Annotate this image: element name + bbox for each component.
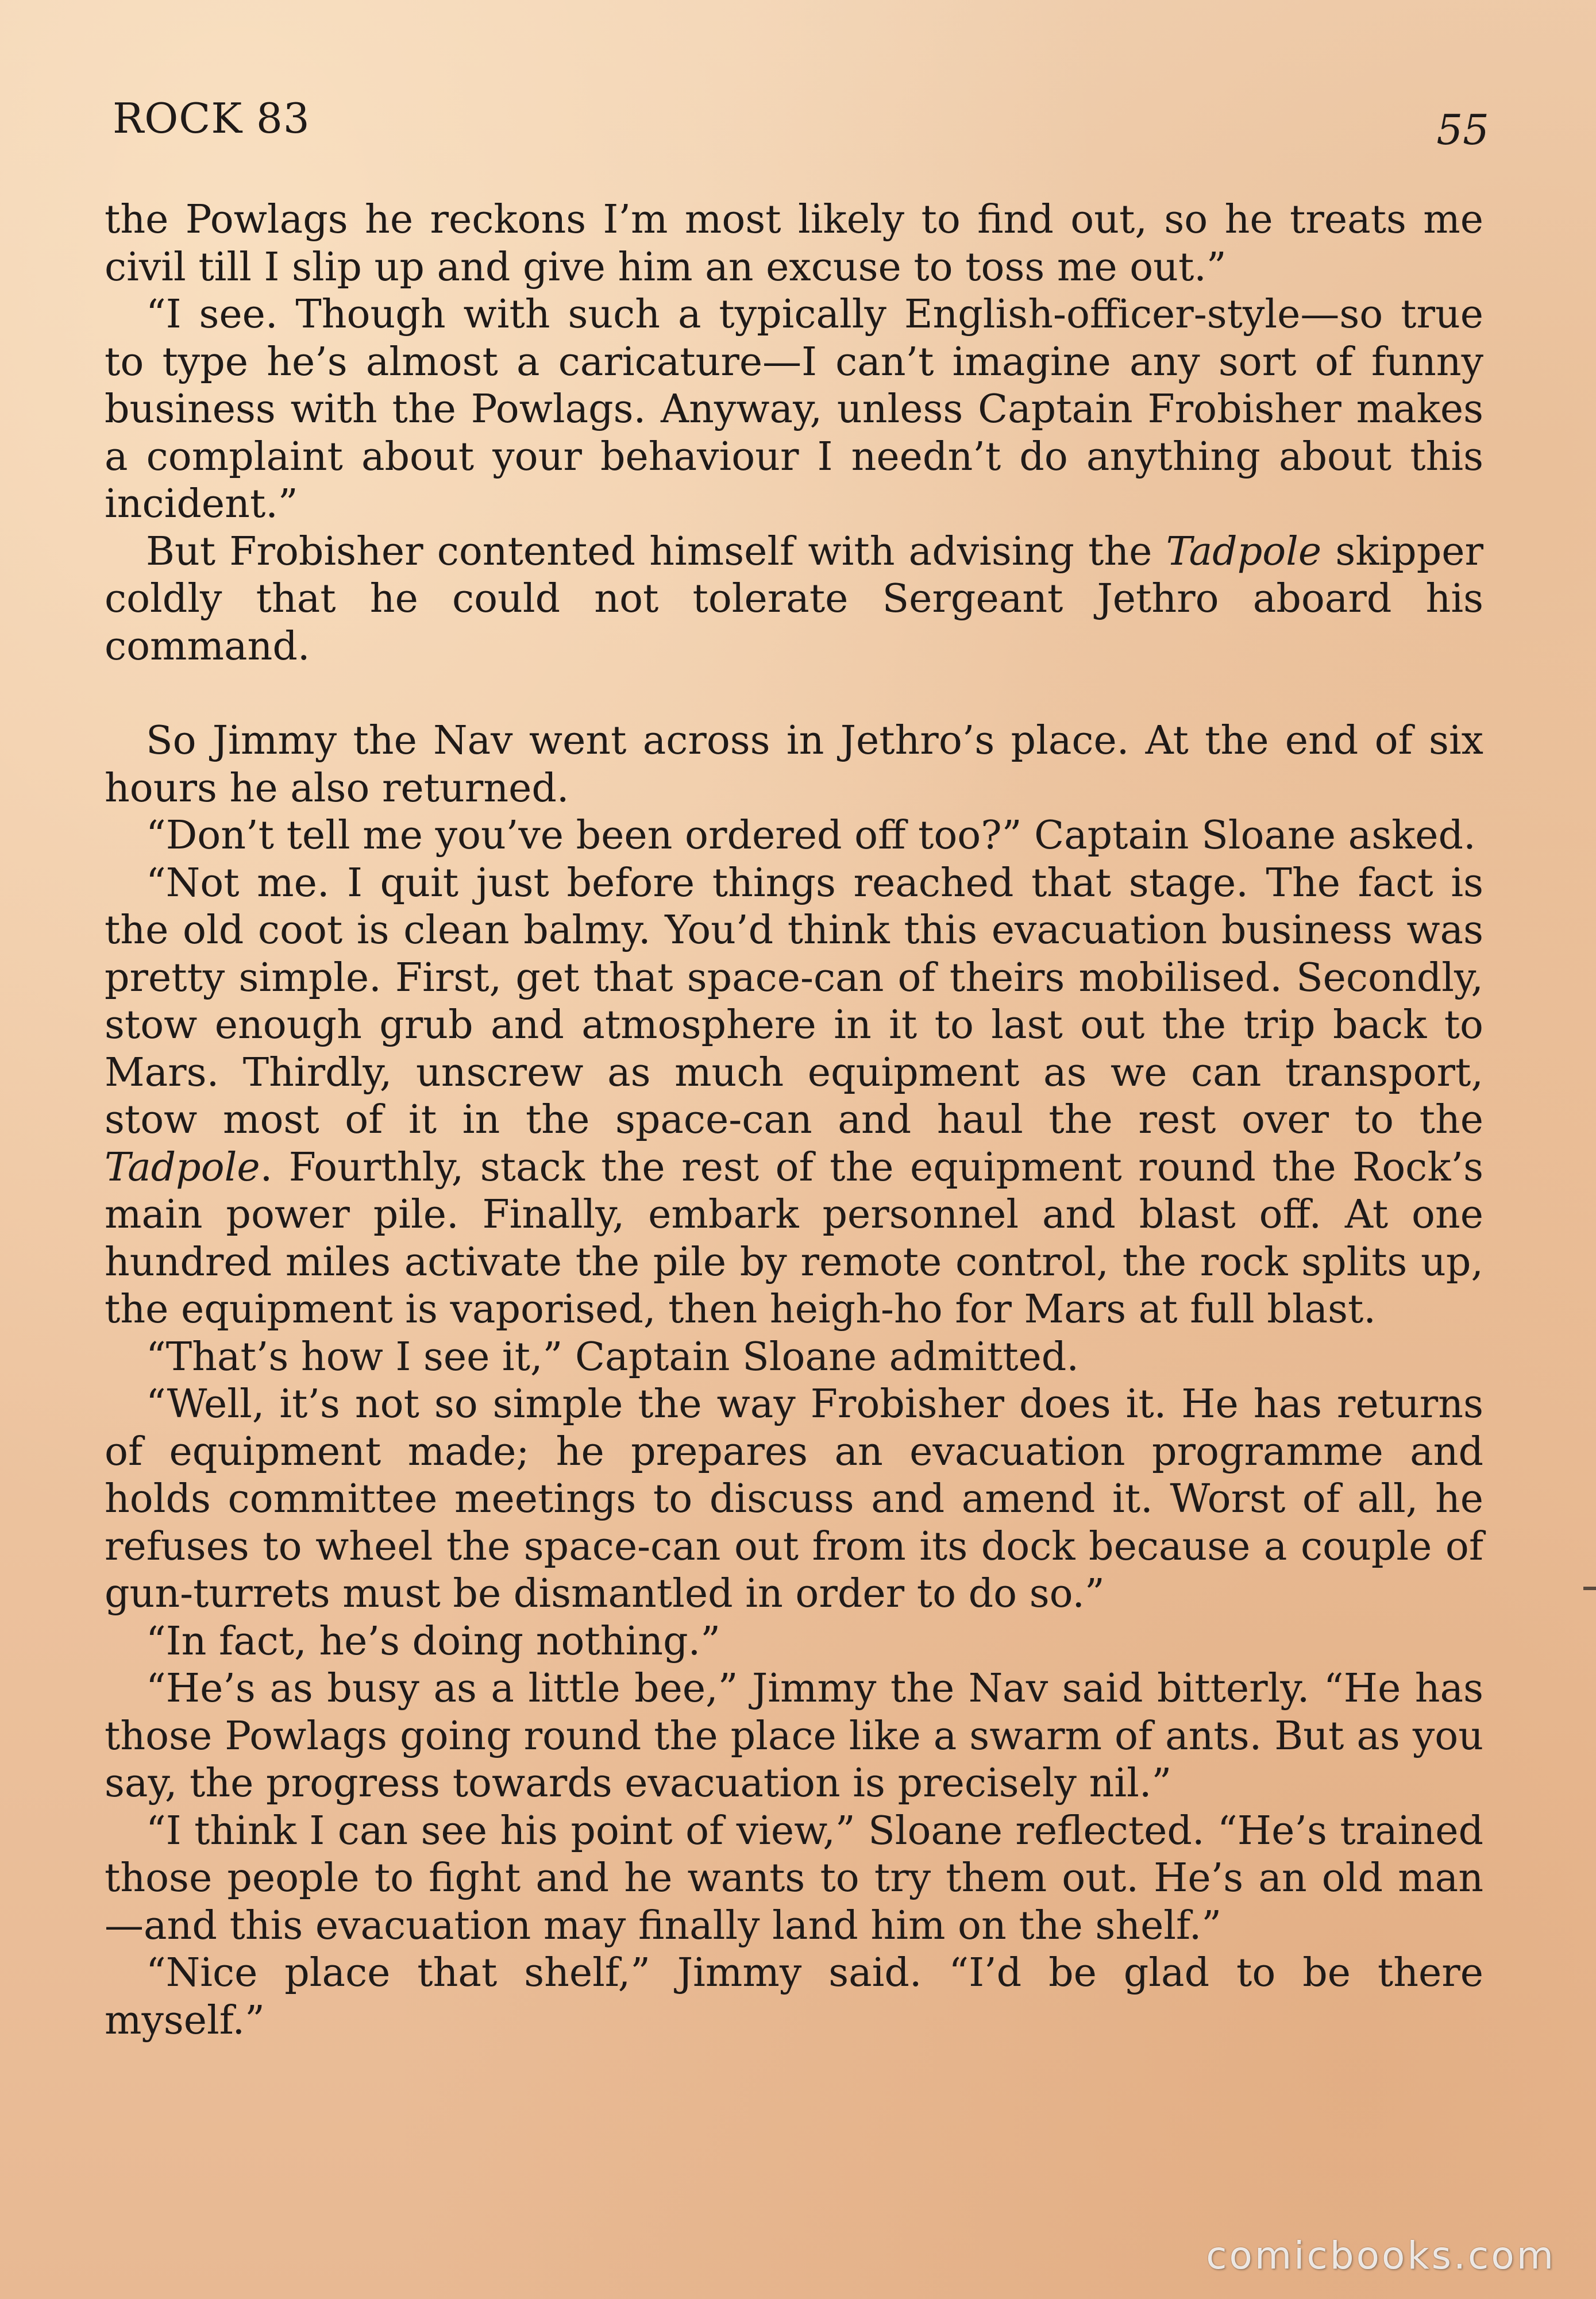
- paragraph-3-end: skipper coldly that he could not tolerate Sergeant Jethro aboard his command.: [105, 529, 1483, 669]
- paragraph-3-start: But Frobisher contented himself with advising the: [146, 529, 1166, 574]
- body-text: [105, 196, 1483, 2045]
- paragraph-1: the Powlags he reckons I’m most likely to find out, so he treats me civil till I slip up and give him an excuse to toss me out.”: [105, 197, 1483, 290]
- paragraph-2: “I see. Though with such a typically English-officer-style—so true to type he’s almost a caricature—I can’t imagine any sort of funny business with the Powlags. Anyway, unless Captain Frobisher makes a complaint about your behaviour I needn’t do anything about this incident.”: [105, 292, 1483, 527]
- ship-name-tadpole: Tadpole: [1166, 529, 1322, 574]
- paragraph-8: “Well, it’s not so simple the way Frobisher does it. He has returns of equipment made; he prepares an evacuation programme and holds committee meetings to discuss and amend it. Worst of all, he refuses to wheel the space-can out from its dock because a couple of gun-turrets must be dismantled in order to do so.”: [105, 1382, 1483, 1617]
- paragraph-6: [105, 860, 1483, 1334]
- paragraph-11: “I think I can see his point of view,” Sloane reflected. “He’s trained those people to fight and he wants to try them out. He’s an old man—and this evacuation may finally land him on the shelf.”: [105, 1808, 1483, 1949]
- margin-mark: [1583, 1587, 1596, 1590]
- paragraph-3: [105, 529, 1483, 671]
- paragraph-6-end: . Fourthly, stack the rest of the equipment round the Rock’s main power pile. Finally, embark personnel and blast off. At one hundred miles activate the pile by remote control, the rock splits up, the equipment is vaporised, then heigh-ho for Mars at full blast.: [105, 1144, 1483, 1332]
- paragraph-4: So Jimmy the Nav went across in Jethro’s place. At the end of six hours he also returned.: [105, 718, 1483, 811]
- ship-name-tadpole: Tadpole: [105, 1144, 260, 1190]
- paragraph-5: “Don’t tell me you’ve been ordered off too?” Captain Sloane asked.: [146, 813, 1476, 858]
- paragraph-10: “He’s as busy as a little bee,” Jimmy the Nav said bitterly. “He has those Powlags going round the place like a swarm of ants. But as you say, the progress towards evacuation is precisely nil.”: [105, 1666, 1483, 1806]
- paragraph-7: “That’s how I see it,” Captain Sloane admitted.: [146, 1334, 1079, 1380]
- running-head: ROCK 83: [113, 94, 310, 142]
- paragraph-9: “In fact, he’s doing nothing.”: [146, 1618, 721, 1664]
- site-watermark: comicbooks.com: [1206, 2234, 1556, 2278]
- page-number: 55: [1436, 106, 1489, 154]
- paragraph-12: “Nice place that shelf,” Jimmy said. “I’d be glad to be there myself.”: [105, 1950, 1483, 2043]
- paragraph-6-start: “Not me. I quit just before things reached that stage. The fact is the old coot is clean balmy. You’d think this evacuation business was pretty simple. First, get that space-can of theirs mobilised. Secondly, stow enough grub and atmosphere in it to last out the trip back to Mars. Thirdly, unscrew as much equipment as we can transport, stow most of it in the space-can and haul the rest over to the: [105, 860, 1483, 1143]
